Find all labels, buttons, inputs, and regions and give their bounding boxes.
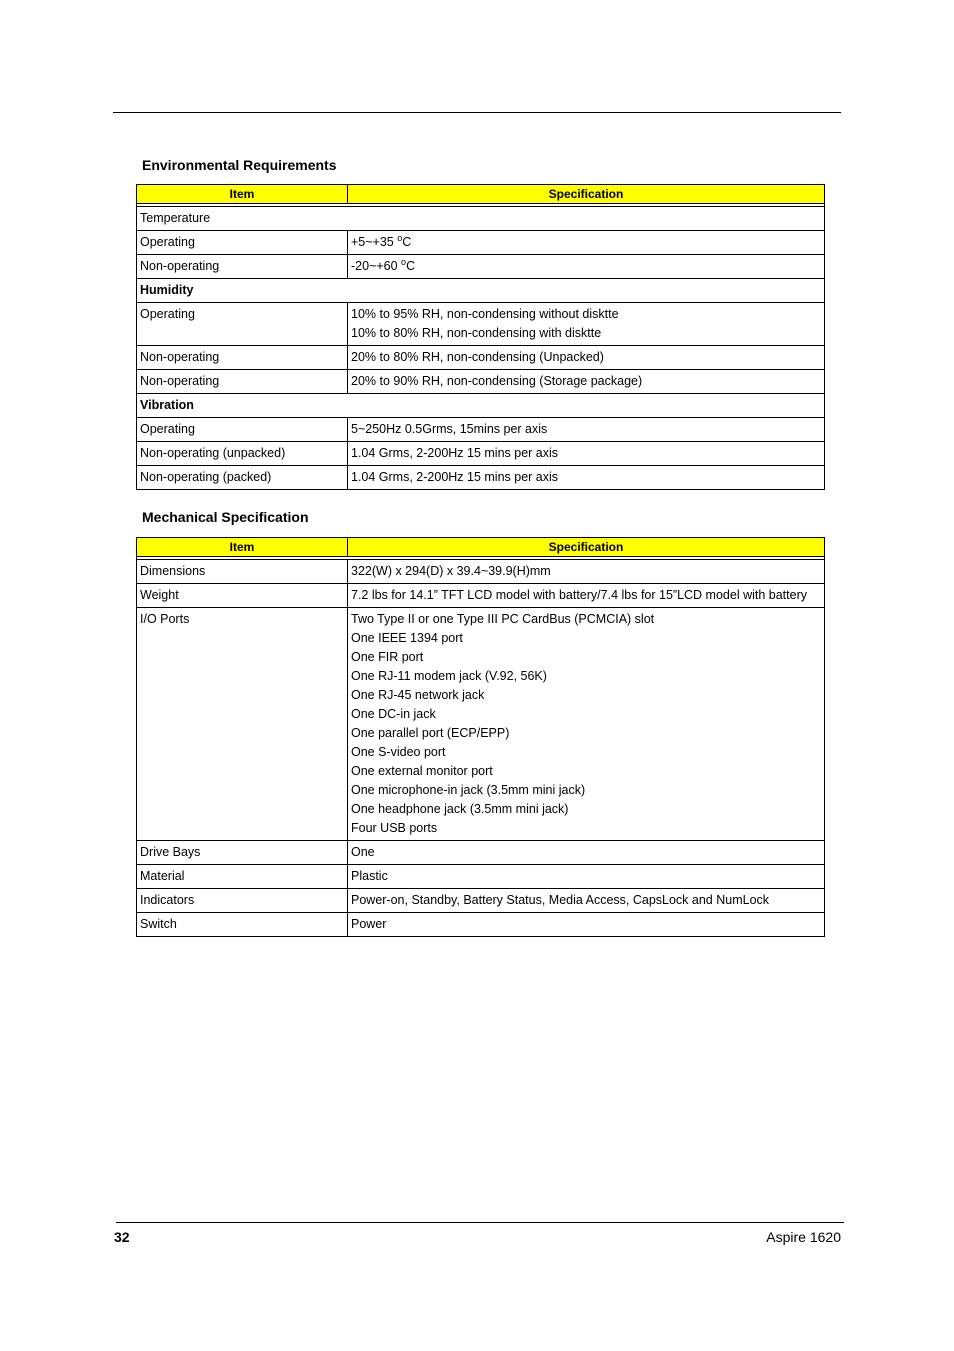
table-row [137,584,825,608]
page-number: 32 [114,1229,130,1245]
row-item: Non-operating [137,346,348,370]
row-item: Non-operating (unpacked) [137,442,348,466]
environmental-requirements-table [136,184,825,490]
table-row [137,231,825,255]
row-item: Switch [137,913,348,937]
row-spec: -20~+60 $^o$C [348,255,825,279]
row-spec: 10% to 95% RH, non-condensing without disktte 10% to 80% RH, non-condensing with disktte [348,303,825,346]
table-header-row [137,185,825,204]
row-item: Non-operating (packed) [137,466,348,490]
row-spec: Two Type II or one Type III PC CardBus (PCMCIA) slot One IEEE 1394 port One FIR port One RJ-11 modem jack (V.92, 56K) One RJ-45 network jack One DC-in jack One parallel port (ECP/EPP) One S-video port One external monitor port One microphone-in jack (3.5mm mini jack) One headphone jack (3.5mm mini jack) Four USB ports [348,608,825,841]
row-item: Non-operating [137,370,348,394]
table-row [137,841,825,865]
table-row [137,889,825,913]
row-spec: 1.04 Grms, 2-200Hz 15 mins per axis [348,442,825,466]
row-item: Material [137,865,348,889]
header-specification: Specification [348,538,825,557]
row-spec: 7.2 lbs for 14.1” TFT LCD model with battery/7.4 lbs for 15”LCD model with battery [348,584,825,608]
row-item: Indicators [137,889,348,913]
row-spec: 20% to 80% RH, non-condensing (Unpacked) [348,346,825,370]
table-row [137,207,825,231]
table-row [137,279,825,303]
group-humidity: Humidity [137,279,825,303]
row-item: Operating [137,231,348,255]
row-spec: 1.04 Grms, 2-200Hz 15 mins per axis [348,466,825,490]
group-temperature: Temperature [137,207,825,231]
table-row [137,466,825,490]
table-row [137,255,825,279]
table-row [137,913,825,937]
row-spec: 322(W) x 294(D) x 39.4~39.9(H)mm [348,560,825,584]
row-spec: One [348,841,825,865]
row-item: Drive Bays [137,841,348,865]
table-row [137,560,825,584]
row-item: Dimensions [137,560,348,584]
table-header-row [137,538,825,557]
table-row [137,865,825,889]
row-item: Operating [137,418,348,442]
row-spec: Power [348,913,825,937]
table-row [137,608,825,841]
header-item: Item [137,185,348,204]
row-spec: 5~250Hz 0.5Grms, 15mins per axis [348,418,825,442]
table-row [137,370,825,394]
table-row [137,346,825,370]
env-section-title: Environmental Requirements [142,157,337,173]
row-item: Operating [137,303,348,346]
row-item: Weight [137,584,348,608]
mech-section-title: Mechanical Specification [142,509,309,525]
table-row [137,418,825,442]
row-spec: Plastic [348,865,825,889]
row-item: Non-operating [137,255,348,279]
header-specification: Specification [348,185,825,204]
row-spec: +5~+35 $^o$C [348,231,825,255]
header-item: Item [137,538,348,557]
row-spec: 20% to 90% RH, non-condensing (Storage package) [348,370,825,394]
mechanical-specification-table [136,537,825,937]
row-item: I/O Ports [137,608,348,841]
group-vibration: Vibration [137,394,825,418]
header-rule [113,112,841,113]
table-row [137,442,825,466]
footer-rule [116,1222,844,1223]
table-row [137,303,825,346]
table-row [137,394,825,418]
document-title: Aspire 1620 [766,1229,841,1245]
row-spec: Power-on, Standby, Battery Status, Media Access, CapsLock and NumLock [348,889,825,913]
